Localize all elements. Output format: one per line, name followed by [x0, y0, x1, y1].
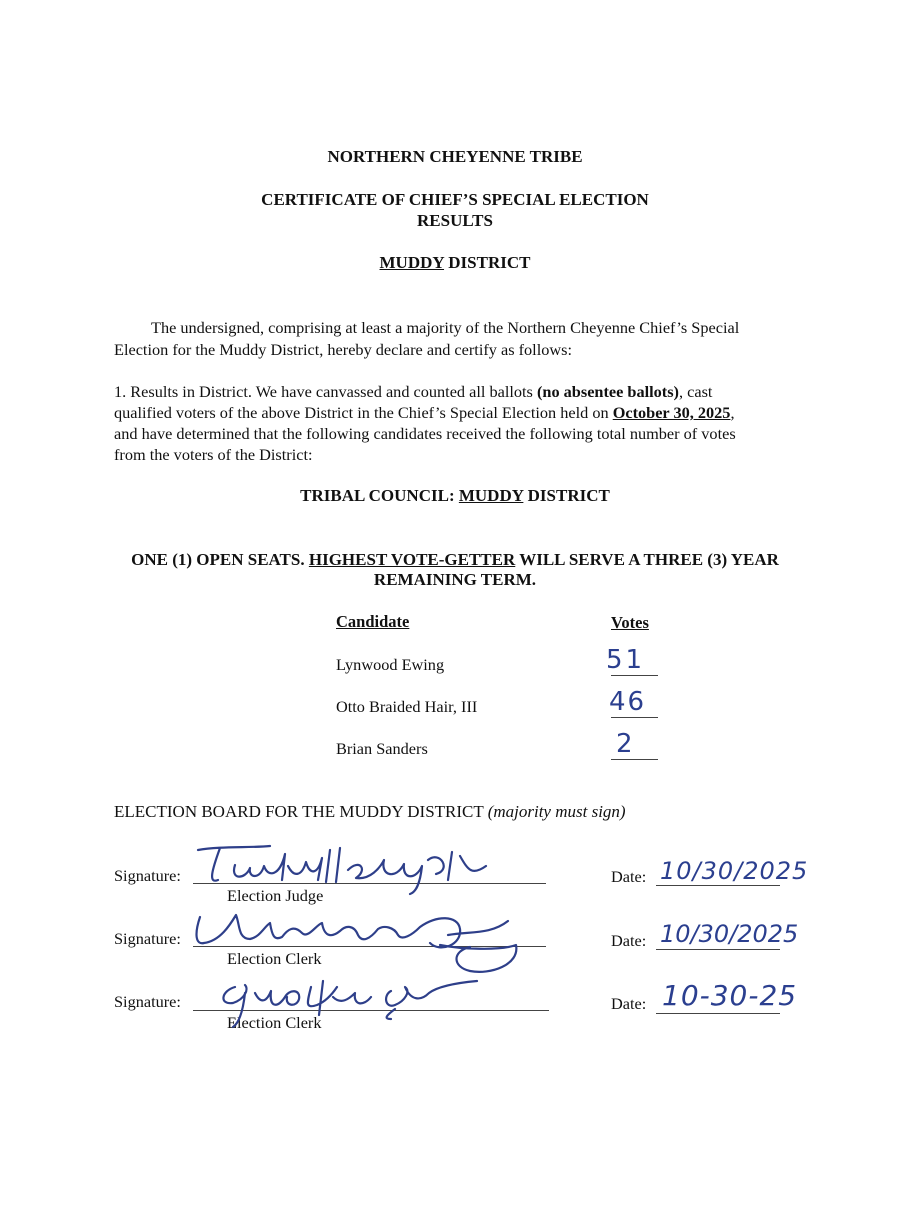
- handwritten-date: 10/30/2025: [660, 857, 809, 885]
- certificate-title: CERTIFICATE OF CHIEF’S SPECIAL ELECTION: [261, 190, 649, 209]
- highest-vote-getter: HIGHEST VOTE-GETTER: [308, 550, 516, 569]
- vote-count: 46: [609, 687, 647, 717]
- district-suffix: DISTRICT: [444, 253, 531, 272]
- signature-label: Signature:: [114, 929, 181, 948]
- intro-line-2: Election for the Muddy District, hereby declare and certify as follows:: [114, 340, 572, 359]
- date-line: [656, 1013, 780, 1014]
- results-line-3: and have determined that the following candidates received the following total number of votes: [114, 424, 736, 443]
- intro-line-1: The undersigned, comprising at least a majority of the Northern Cheyenne Chief’s Special: [151, 318, 740, 337]
- votes-column-header: Votes: [611, 613, 649, 632]
- date-line: [656, 949, 780, 950]
- board-title: ELECTION BOARD FOR THE MUDDY DISTRICT: [114, 802, 488, 821]
- council-heading: [0, 486, 910, 506]
- handwritten-signature-icon: [190, 905, 520, 980]
- certificate-title-line2: RESULTS: [417, 211, 493, 230]
- candidate-name: Otto Braided Hair, III: [336, 697, 478, 716]
- signature-label: Signature:: [114, 992, 181, 1011]
- signature-role: Election Clerk: [227, 1013, 322, 1032]
- seats-heading: [0, 550, 910, 570]
- results-line-2: [114, 402, 735, 424]
- vote-count: 51: [606, 645, 646, 675]
- handwritten-date: 10-30-25: [662, 979, 798, 1012]
- board-note: (majority must sign): [487, 802, 626, 821]
- signature-role: Election Clerk: [227, 949, 322, 968]
- vote-line: [611, 759, 658, 760]
- date-label: Date:: [611, 931, 647, 950]
- date-label: Date:: [611, 994, 647, 1013]
- date-line: [656, 885, 780, 886]
- tribe-title: NORTHERN CHEYENNE TRIBE: [327, 147, 583, 166]
- seats-heading-line2: REMAINING TERM.: [373, 570, 537, 589]
- results-line-4: from the voters of the District:: [114, 445, 313, 464]
- vote-count: 2: [616, 729, 633, 759]
- handwritten-signature-icon: [190, 840, 490, 900]
- district-name: MUDDY: [379, 253, 445, 272]
- council-prefix: TRIBAL COUNCIL:: [300, 486, 459, 505]
- signature-label: Signature:: [114, 866, 181, 885]
- council-suffix: DISTRICT: [523, 486, 610, 505]
- handwritten-date: 10/30/2025: [660, 920, 799, 948]
- vote-line: [611, 717, 658, 718]
- council-district: MUDDY: [458, 486, 524, 505]
- candidate-name: Lynwood Ewing: [336, 655, 445, 674]
- absentee-note: (no absentee ballots): [536, 382, 679, 401]
- seats-text: ONE (1) OPEN SEATS.: [131, 550, 309, 569]
- results-text: ,: [730, 403, 735, 422]
- seats-text: WILL SERVE A THREE (3) YEAR: [515, 550, 779, 569]
- vote-line: [611, 675, 658, 676]
- results-text: , cast: [678, 382, 713, 401]
- candidate-column-header: Candidate: [336, 612, 410, 631]
- district-heading: [0, 253, 910, 273]
- date-label: Date:: [611, 867, 647, 886]
- election-date: October 30, 2025: [612, 403, 731, 422]
- handwritten-signature-icon: [215, 975, 485, 1030]
- results-line-1: [114, 381, 712, 403]
- candidate-name: Brian Sanders: [336, 739, 428, 758]
- results-text: 1. Results in District. We have canvassed and counted all ballots: [114, 382, 537, 401]
- signature-role: Election Judge: [227, 886, 324, 905]
- results-text: qualified voters of the above District in the Chief’s Special Election held on: [114, 403, 613, 422]
- election-board-heading: [114, 802, 626, 822]
